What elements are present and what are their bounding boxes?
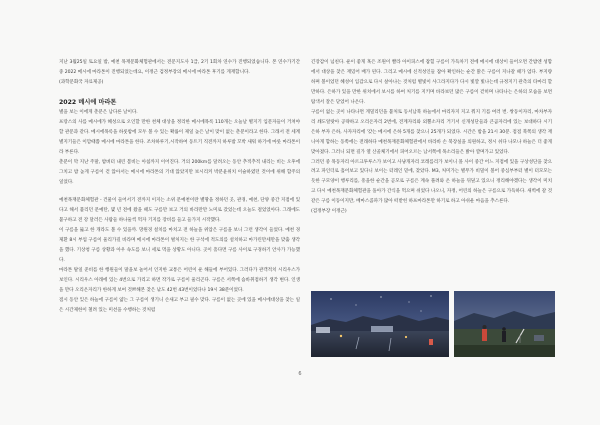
observers-image: [454, 291, 555, 357]
spacer: [59, 88, 300, 98]
page-number: 6: [298, 371, 302, 377]
right-column: [311, 58, 552, 217]
section-title: 2022 메시에 마라톤: [59, 98, 117, 106]
spacer: [59, 187, 300, 196]
body-paragraph: 긴장감이 넘친다. 운이 좋게 혹은 조원이 빨라 아이피스에 잡힐 구름이 가득차기 전에 메시에 대상이 들어오면 간밤엔 성함에서 대상을 찾은 재밌어 배가 된다. 그리고 메시에 신적성인들 잡아 확인하는 순간 맑은 구름이 지나갈 때가 엄다. 부지량하며 볼이었던 혜성이 입감으로 다시 살아나는 것처럼 별빛이 샤그라지다가 다시 빛깔 빛나는데 규정지기 관측의 타마리 할 만하다. 은하가 있을 만한 위치에서 보시를 하여 처기를 지키며 바라보던 많은 구름이 걷히며 나타나는 은하의 모습을 보면 탐색서 잘은 닫었어 나온다. 구름이 없는 곳이 나타나면 게밀리던을 불처토 동서남북 하늘에서 마리자지 지고 뭐지 기를 여러 번. 쌍동이자리, 마차부자리 쇄도알랏아 공략하고 오리온자리 2번에, 견계자리와 외뿔소자리 거기서 신개성단들과 큰곰자리에 있는 보대하다 시기 은하 부자 은하, 사자자리에 '갖는 메시에 은하 5개를 찾으니 25개가 되었다. 시간은 밤을 21시 30분. 점점 북쪽의 생각 재니아게 합하는 동쪽에는 전래하다 예천목재문화체험관에서 바라바 손 북장실을 의원하고, 정시 쉬다 나모나 하늘은 더 좋게 맞아졌다. 그러니 되면 길가 열 산골체기에서 피어오르는 남서쪽에 목소리들은 밝아 깔며가고 있었다. 그러던 중 목동자리 아르크투루스가 보이고 사냥개자리 코레를리가 보이니 몰 사이 중간 어느 지점에 있을 구상성단을 찾으려고 파인더로 흘어보고 있다니 보이는 터레인 밑에, 찾았다. M3, 처미가는 별무가 비밀이 볼어 중심부부터 별이 터모모는 듯한 구모양이 행루리를, 흥을한 순간을 곧모로 구름은 계속 풀려와 온 하늘을 뒤덮고 있으니 정리해야겠다는 생각이 미치고 다시 예천목재문화체험관을 돌아가 간식을 먹으며 쉬었다 나오니, 자정, 어린의 하늘은 구름으로 가득하다. 새벽에 갈 것 같은 구름 이동이지만, 베마스콤파가 많아 떠받힌 하프마라톤만 하기로 하고 아쉬운 마음을 추스른다. (검정부장 이정근): [311, 60, 552, 215]
photo-night-field: [311, 291, 449, 357]
left-column: [59, 58, 300, 316]
body-paragraph: 별을 보는 이에게 춘분은 남다른 날이다. 프랑스의 사를 메시에가 혜성으로 오인할 만한 천체 대상을 정리한 메시에목록 110개는 오늘날 별지기 입문자들이 거쳐야 할 관문과 같다. 메시에목록을 하룻밤에 모두 볼 수 있는 확률이 제일 높은 날이 맞이 없는 춘분이라고 한다. 그래서 전 세계 별지기들은 이맘때쯤 메시에 마라톤을 한다. 조차하루기,시작하여 동트기 직전까지 하루밤 꼬박 새워 하기에 마룻 마라톤이라 부른다. 춘분이 막 지난 주말, 밤벼터 내린 봄비는 아침까지 이어진다. 거의 200km를 달려오는 동안 추적추적 내리는 비는 오후에 그치고 밤 높게 구름이 걷 않아서는 메시에 마라톤의 기대 않았지만 보시리커 박분윤위치 이슬하였던 것이에 위해 합주의 일었다.: [59, 109, 300, 185]
intro-credit: (과학문화국 자료제공): [59, 79, 104, 85]
photo-observers: [454, 291, 555, 357]
photo-row: [311, 291, 569, 357]
night-field-image: [311, 291, 449, 357]
body-paragraph: 예천목재문화체험관 - 건물이 들어서기 전까지 이지는 소위 문예천이란 별땅을 정하던 곳, 관경, 예천, 단양 중간 지점에 있다고 해서 불리던 문예탄, 몇 년 전에 왔을 때도 구름만 보고 거의 바라만만 노미로 갔었는데 오늘도 걸었었아다. 그래에도 불구하고 전 강 달러든 사람들 하나둘씩 먹자 기지를 장비를 들고 들가지 시작했다. 이 구름을 뚫고 한 개라도 볼 수 있을까. 망원경 설치를 마치고 전 하늘을 위압은 구름을 보니 그런 생각이 들었다. 예천 경제환 8시 부업 구름이 울리가길 바라며 메시에 마라톤이 벌처지는 한 구석에 적도의를 설치하고 마가린만세만을 맞출 생각을 했다. 기상청 구름 상황과 아우 속도를 보니 세로 먹을 상황도 아니다. 곳이 흩다면 구름 사이로 구경하기 안사가 가능했다. 마라톤 탈일 준비를 한 행원들이 말을보 놀어서 인지한 교통은 어린이 운 해들에 부어있다. 그러다가 관객적치 시리우스가 보인다. 시리우스 아래에 있는 4번으로 가리고 하면 작가로 구름이 울리곤다. 구름은 서쪽에 슴바취점하기 생각 변다. 인생을 만다 오리온자리가 한하게 보여 것쁘해본 찾은 낚도 42번 43번이었다나 19시 38분이었다. 점시 동안 잊은 하늘에 구름이 얇는 그 구름이 생기니 손새고 부고 필수 맞다. 구름이 없는 곳에 있을 메시에대상을 찾는 일은 시간제한이 철려 있는 미션을 수행하는 것처럼: [59, 198, 300, 313]
intro-paragraph: 지난 3월25일 토요일 밤, 예천 목재문화체험관에서는 전문지도사 1급, 2기 1회차 연수가 진행되었습니다. 본 연수가기간 중 2022 메시에 마라톤이 진행되었는데요, 이정근 검정부장의 메시에 마라톤 후기를 게재합니다.: [59, 60, 300, 75]
